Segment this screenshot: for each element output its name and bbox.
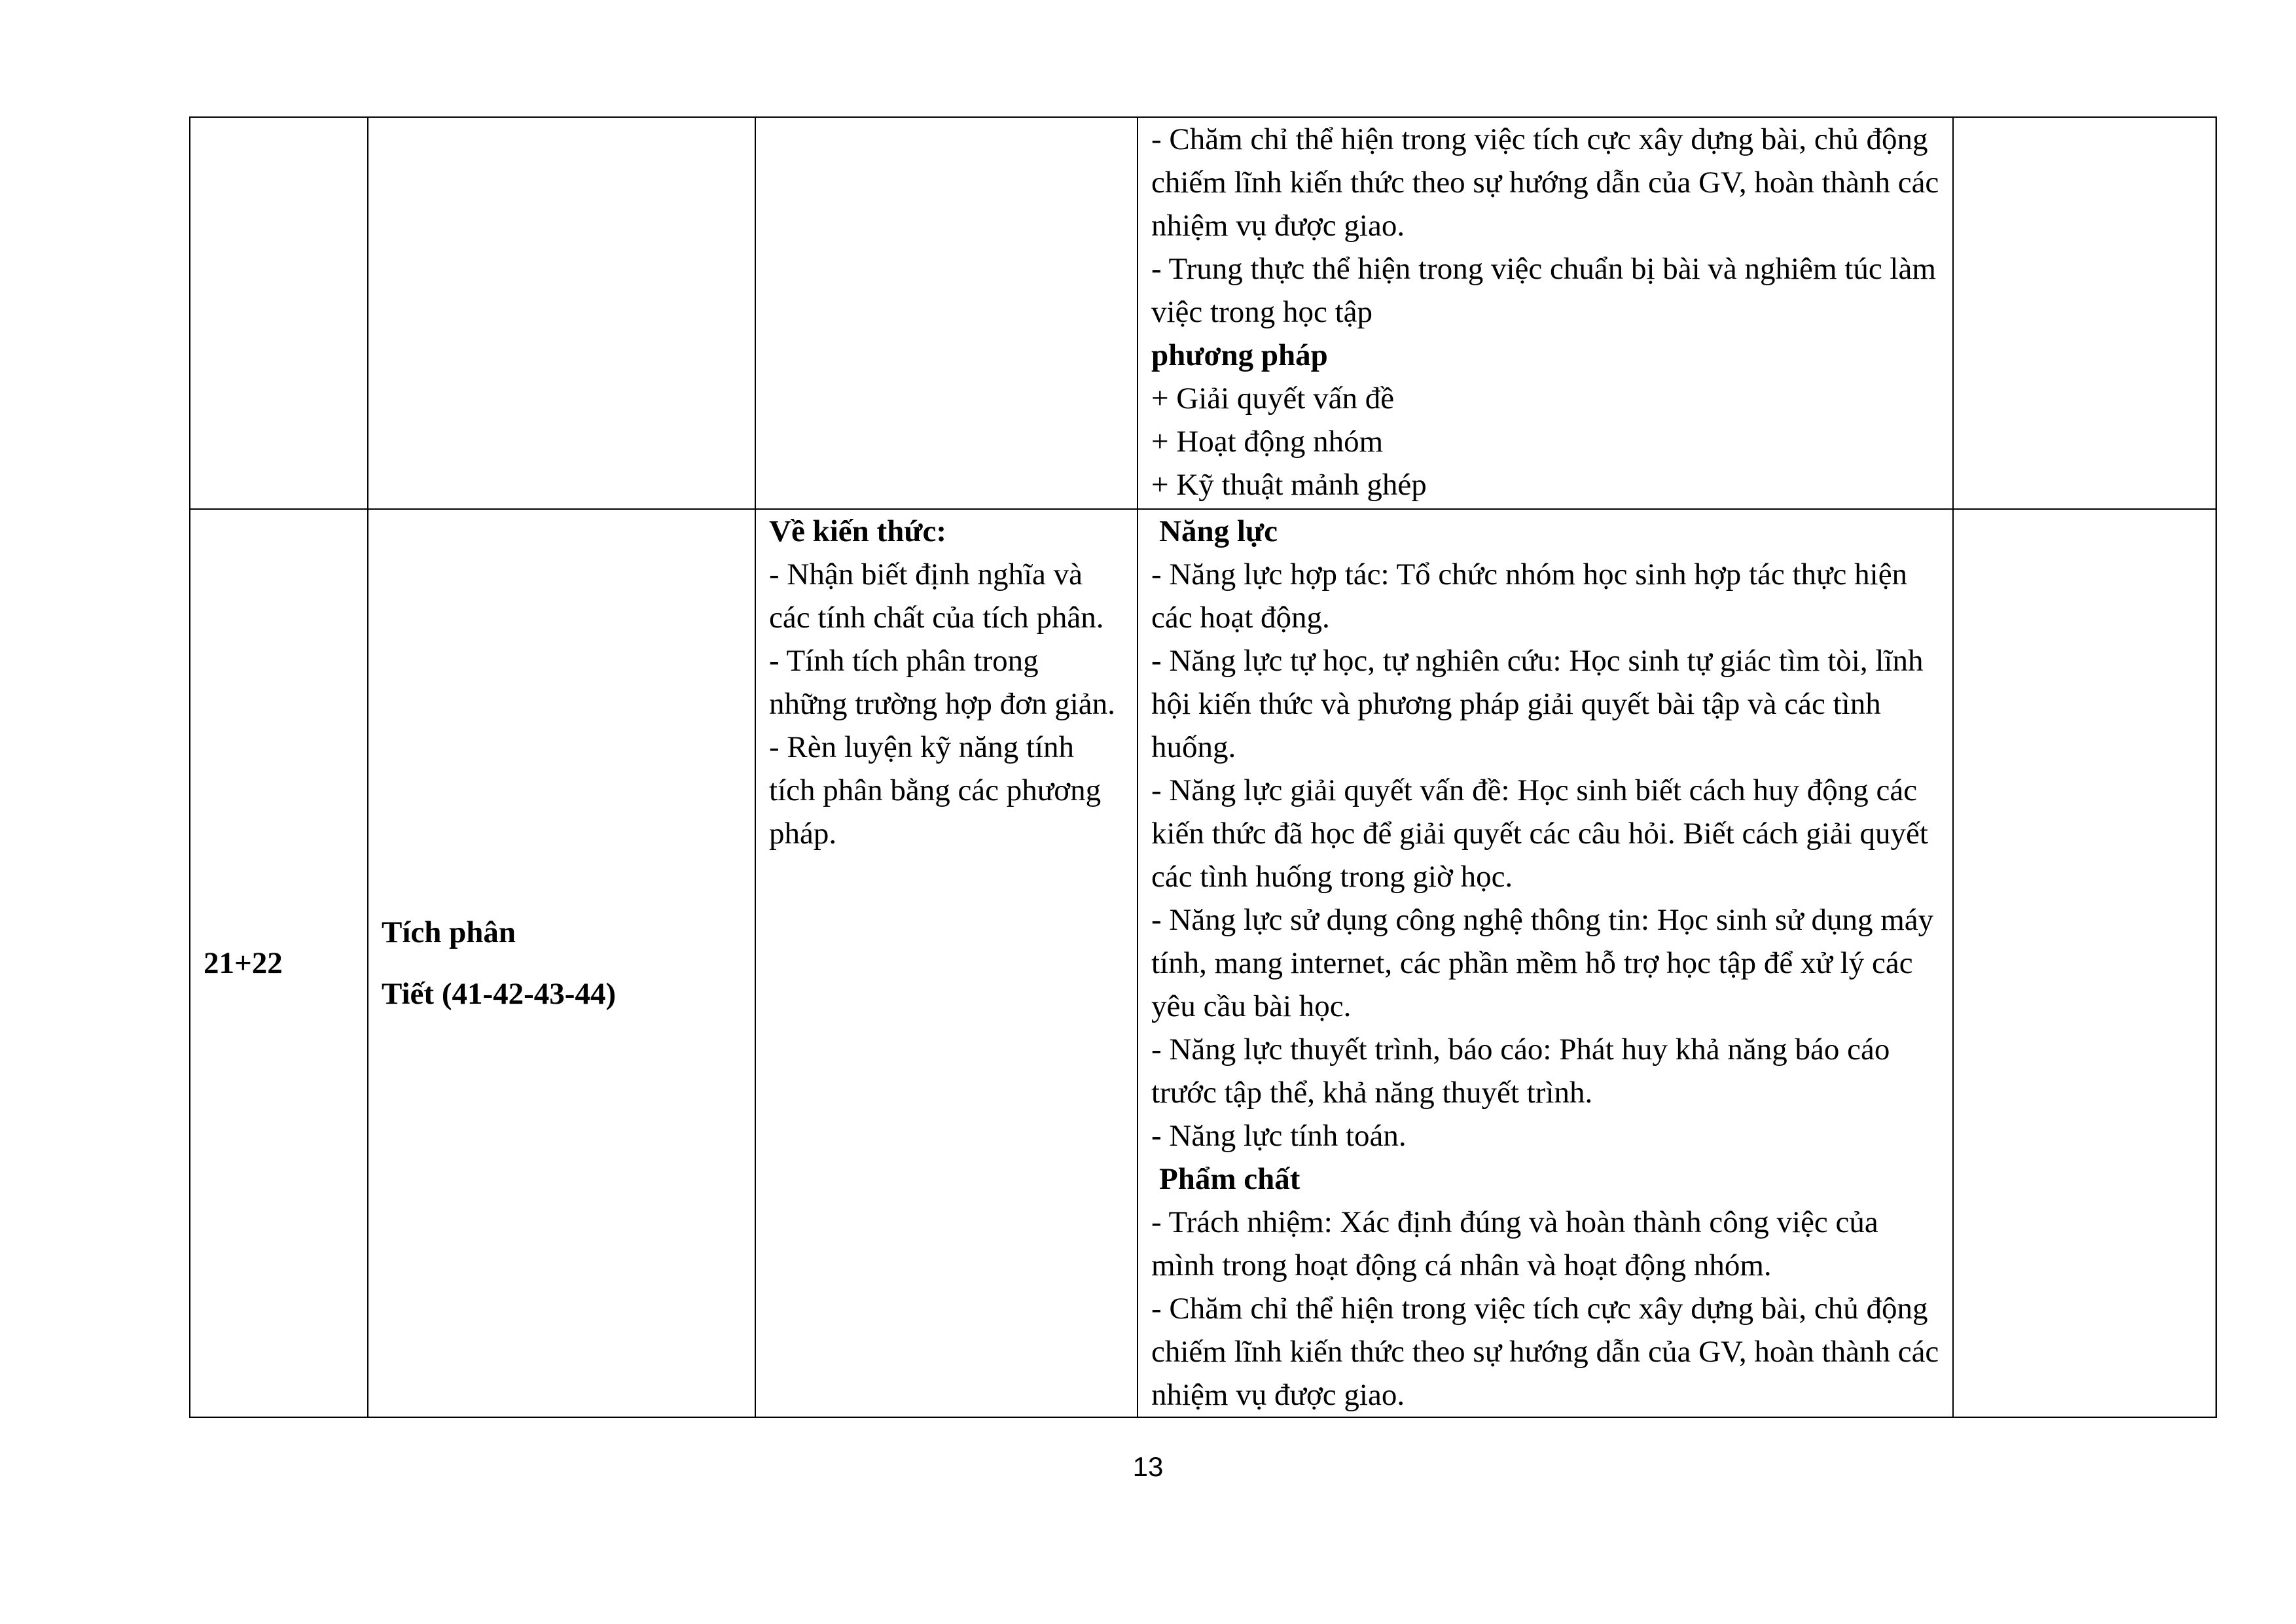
quality-line: - Chăm chỉ thể hiện trong việc tích cực xây dựng bài, chủ động chiếm lĩnh kiến thức theo sự hướng dẫn của GV, hoàn thành các nhiệm vụ được giao. bbox=[1151, 1292, 1939, 1412]
competency-line: - Năng lực tính toán. bbox=[1151, 1119, 1407, 1153]
knowledge-cell bbox=[755, 117, 1138, 509]
competency-line: - Năng lực hợp tác: Tổ chức nhóm học sinh hợp tác thực hiện các hoạt động. bbox=[1151, 557, 1908, 635]
knowledge-cell bbox=[755, 509, 1138, 1417]
knowledge-line: - Rèn luyện kỹ năng tính tích phân bằng các phương pháp. bbox=[769, 730, 1102, 851]
table-row bbox=[190, 509, 2216, 1417]
method-line: + Giải quyết vấn đề bbox=[1151, 381, 1395, 415]
method-heading: phương pháp bbox=[1151, 338, 1328, 372]
quality-heading: Phẩm chất bbox=[1159, 1162, 1300, 1196]
lesson-periods: Tiết (41-42-43-44) bbox=[382, 977, 617, 1011]
method-line: + Kỹ thuật mảnh ghép bbox=[1151, 468, 1427, 502]
spacer bbox=[382, 954, 742, 972]
week-cell bbox=[190, 117, 368, 509]
page-number: 13 bbox=[1132, 1451, 1164, 1482]
knowledge-line: - Nhận biết định nghĩa và các tính chất của tích phân. bbox=[769, 557, 1104, 635]
competency-cell bbox=[1138, 509, 1953, 1417]
competency-cell bbox=[1138, 117, 1953, 509]
table-row bbox=[190, 117, 2216, 509]
method-line: + Hoạt động nhóm bbox=[1151, 425, 1384, 459]
competency-line: - Năng lực sử dụng công nghệ thông tin: Học sinh sử dụng máy tính, mang internet, các phần mềm hỗ trợ học tập để xử lý các yêu cầu bài học. bbox=[1151, 903, 1934, 1023]
competency-line: - Năng lực giải quyết vấn đề: Học sinh biết cách huy động các kiến thức đã học để giải quyết các câu hỏi. Biết cách giải quyết các tình huống trong giờ học. bbox=[1151, 773, 1928, 894]
week-cell: 21+22 bbox=[190, 509, 368, 1417]
competency-heading: Năng lực bbox=[1159, 514, 1278, 548]
quality-line: - Trách nhiệm: Xác định đúng và hoàn thành công việc của mình trong hoạt động cá nhân và hoạt động nhóm. bbox=[1151, 1205, 1878, 1282]
knowledge-heading: Về kiến thức: bbox=[769, 514, 947, 548]
note-cell bbox=[1953, 509, 2216, 1417]
competency-line: - Năng lực thuyết trình, báo cáo: Phát huy khả năng báo cáo trước tập thể, khả năng thuyết trình. bbox=[1151, 1033, 1890, 1110]
lesson-plan-table bbox=[189, 116, 2217, 1418]
competency-line: - Chăm chỉ thể hiện trong việc tích cực xây dựng bài, chủ động chiếm lĩnh kiến thức theo sự hướng dẫn của GV, hoàn thành các nhiệm vụ được giao. bbox=[1151, 122, 1939, 243]
competency-line: - Trung thực thể hiện trong việc chuẩn bị bài và nghiêm túc làm việc trong học tập bbox=[1151, 252, 1936, 329]
lesson-cell bbox=[368, 509, 755, 1417]
lesson-cell bbox=[368, 117, 755, 509]
knowledge-line: - Tính tích phân trong những trường hợp đơn giản. bbox=[769, 644, 1115, 721]
lesson-title: Tích phân bbox=[382, 915, 516, 949]
competency-line: - Năng lực tự học, tự nghiên cứu: Học sinh tự giác tìm tòi, lĩnh hội kiến thức và phương pháp giải quyết bài tập và các tình huống. bbox=[1151, 644, 1924, 764]
note-cell bbox=[1953, 117, 2216, 509]
